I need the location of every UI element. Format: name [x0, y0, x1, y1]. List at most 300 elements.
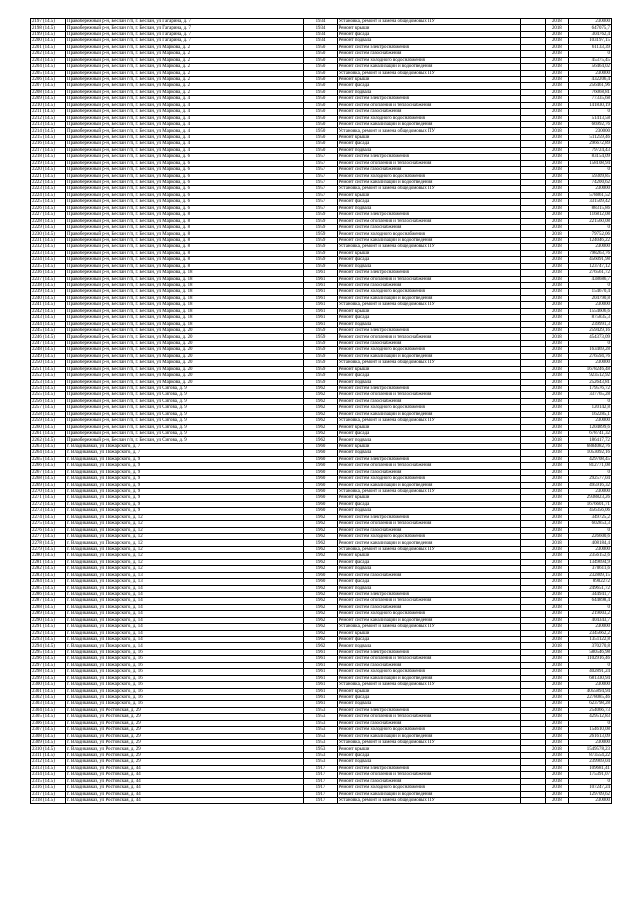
- work-type: Ремонт систем газоснабжения: [337, 167, 520, 173]
- address: г. Владикавказ, ул Ростовская, д. 44: [66, 791, 304, 797]
- plan-year: 2018: [545, 83, 568, 89]
- row-number: 2219 (14.5): [31, 160, 66, 166]
- cost: 230000: [568, 360, 611, 366]
- work-type: Ремонт систем газоснабжения: [337, 109, 520, 115]
- cost: 230000: [568, 128, 611, 134]
- plan-year: 2018: [545, 514, 568, 520]
- plan-year: 2018: [545, 759, 568, 765]
- row-number: 2260 (14.5): [31, 424, 66, 430]
- work-type: Ремонт крыши: [337, 746, 520, 752]
- address: Правобережный р-н, Беслан г/п, г. Беслан, ул Маркова, д. 6: [66, 154, 304, 160]
- year-built: 1961: [304, 675, 337, 681]
- cost: 249651,72: [568, 585, 611, 591]
- plan-year: 2018: [545, 740, 568, 746]
- cost: 59309,85: [568, 173, 611, 179]
- year-built: 1961: [304, 701, 337, 707]
- year-built: 1959: [304, 218, 337, 224]
- year-built: 1960: [304, 495, 337, 501]
- work-type: Ремонт систем электроснабжения: [337, 44, 520, 50]
- year-built: 1962: [304, 585, 337, 591]
- cost: 456091,98: [568, 257, 611, 263]
- row-number: 2265 (14.5): [31, 456, 66, 462]
- work-type: Ремонт подвала: [337, 205, 520, 211]
- plan-year: 2018: [545, 315, 568, 321]
- cost: 259429,16: [568, 328, 611, 334]
- work-type: Ремонт фасада: [337, 559, 520, 565]
- cost: 252643,81: [568, 379, 611, 385]
- row-number: 2286 (14.5): [31, 591, 66, 597]
- year-built: 1961: [304, 282, 337, 288]
- cost: 0: [568, 282, 611, 288]
- plan-year: 2018: [545, 534, 568, 540]
- work-type: Ремонт подвала: [337, 379, 520, 385]
- cost: 873554,22: [568, 752, 611, 758]
- cost: 83154,09: [568, 154, 611, 160]
- year-built: 1950: [304, 96, 337, 102]
- work-type: Ремонт систем электроснабжения: [337, 591, 520, 597]
- row-number: 2263 (14.5): [31, 443, 66, 449]
- plan-year: 2018: [545, 154, 568, 160]
- work-type: Ремонт фасада: [337, 373, 520, 379]
- work-type: Ремонт фасада: [337, 199, 520, 205]
- address: г. Владикавказ, ул Пожарского, д. 16: [66, 688, 304, 694]
- work-type: Ремонт систем канализации и водоотведения: [337, 791, 520, 797]
- plan-year: 2018: [545, 25, 568, 31]
- address: г. Владикавказ, ул Пожарского, д. 13: [66, 572, 304, 578]
- plan-year: 2018: [545, 720, 568, 726]
- row-number: 2271 (14.5): [31, 495, 66, 501]
- address: Правобережный р-н, Беслан г/п, г. Беслан, ул Сигова, д. 9: [66, 405, 304, 411]
- work-type: Ремонт систем отопления и теплоснабжения: [337, 218, 520, 224]
- cost: 175391,07: [568, 772, 611, 778]
- plan-year: 2018: [545, 102, 568, 108]
- work-type: Ремонт систем канализации и водоотведения: [337, 482, 520, 488]
- work-type: Ремонт крыши: [337, 25, 520, 31]
- plan-year: 2018: [545, 591, 568, 597]
- work-type: Ремонт систем газоснабжения: [337, 662, 520, 668]
- work-type: Ремонт крыши: [337, 553, 520, 559]
- work-type: Ремонт фасада: [337, 694, 520, 700]
- address: г. Владикавказ, ул Пожарского, д. 12: [66, 527, 304, 533]
- row-number: 2301 (14.5): [31, 688, 66, 694]
- plan-year: 2018: [545, 714, 568, 720]
- work-type: Ремонт подвала: [337, 263, 520, 269]
- plan-year: 2018: [545, 733, 568, 739]
- year-built: 1959: [304, 257, 337, 263]
- address: Правобережный р-н, Беслан г/п, г. Беслан, ул Маркова, д. 2: [66, 64, 304, 70]
- work-type: Установка, ремонт и замена общедомовых ПУ: [337, 302, 520, 308]
- cost: 1204899,6: [568, 424, 611, 430]
- address: г. Владикавказ, ул Пожарского, д. 9: [66, 488, 304, 494]
- year-built: 1957: [304, 186, 337, 192]
- cost: 230000: [568, 70, 611, 76]
- address: Правобережный р-н, Беслан г/п, г. Беслан, ул Маркова, д. 20: [66, 353, 304, 359]
- address: г. Владикавказ, ул Ростовская, д. 44: [66, 797, 304, 803]
- cost: 370270,8: [568, 643, 611, 649]
- year-built: 1960: [304, 463, 337, 469]
- year-built: 1953: [304, 727, 337, 733]
- work-type: Ремонт фасада: [337, 141, 520, 147]
- year-built: 1917: [304, 791, 337, 797]
- address: Правобережный р-н, Беслан г/п, г. Беслан, ул Маркова, д. 18: [66, 282, 304, 288]
- cost: 162285,1: [568, 411, 611, 417]
- cost: 454373,09: [568, 334, 611, 340]
- plan-year: 2018: [545, 141, 568, 147]
- plan-year: 2018: [545, 167, 568, 173]
- year-built: 1959: [304, 353, 337, 359]
- work-type: Ремонт систем отопления и теплоснабжения: [337, 521, 520, 527]
- work-type: Ремонт систем электроснабжения: [337, 707, 520, 713]
- plan-year: 2018: [545, 521, 568, 527]
- table-body: [31, 19, 612, 804]
- plan-year: 2018: [545, 617, 568, 623]
- work-type: Установка, ремонт и замена общедомовых ПУ: [337, 682, 520, 688]
- plan-year: 2018: [545, 469, 568, 475]
- address: Правобережный р-н, Беслан г/п, г. Беслан, ул Сигова, д. 9: [66, 437, 304, 443]
- plan-year: 2018: [545, 392, 568, 398]
- work-type: Ремонт систем отопления и теплоснабжения: [337, 463, 520, 469]
- address: г. Владикавказ, ул Пожарского, д. 9: [66, 469, 304, 475]
- year-built: 1950: [304, 122, 337, 128]
- year-built: 1961: [304, 662, 337, 668]
- cost: 4055894,94: [568, 688, 611, 694]
- cost: 456356,06: [568, 508, 611, 514]
- work-type: Ремонт систем газоснабжения: [337, 527, 520, 533]
- year-built: 1961: [304, 315, 337, 321]
- year-built: 1953: [304, 714, 337, 720]
- work-type: Ремонт систем электроснабжения: [337, 270, 520, 276]
- row-number: 2251 (14.5): [31, 366, 66, 372]
- plan-year: 2018: [545, 418, 568, 424]
- address: г. Владикавказ, ул Пожарского, д. 14: [66, 637, 304, 643]
- row-number: 2318 (14.5): [31, 797, 66, 803]
- work-type: Ремонт подвала: [337, 508, 520, 514]
- address: Правобережный р-н, Беслан г/п, г. Беслан, ул Маркова, д. 4: [66, 141, 304, 147]
- work-type: Ремонт подвала: [337, 643, 520, 649]
- row-number: 2245 (14.5): [31, 328, 66, 334]
- address: г. Владикавказ, ул Пожарского, д. 14: [66, 624, 304, 630]
- address: Правобережный р-н, Беслан г/п, г. Беслан, ул Маркова, д. 8: [66, 237, 304, 243]
- work-type: Ремонт систем электроснабжения: [337, 456, 520, 462]
- year-built: 1962: [304, 643, 337, 649]
- year-built: 1960: [304, 450, 337, 456]
- cost: 232809,15: [568, 572, 611, 578]
- cost: 0: [568, 720, 611, 726]
- plan-year: 2018: [545, 31, 568, 37]
- work-type: Ремонт фасада: [337, 637, 520, 643]
- row-number: 2246 (14.5): [31, 334, 66, 340]
- address: Правобережный р-н, Беслан г/п, г. Беслан, ул Маркова, д. 8: [66, 250, 304, 256]
- address: г. Владикавказ, ул Пожарского, д. 16: [66, 675, 304, 681]
- cost: 154610,08: [568, 727, 611, 733]
- cost: 230000: [568, 624, 611, 630]
- row-number: 2216 (14.5): [31, 141, 66, 147]
- cost: 438686,7: [568, 276, 611, 282]
- plan-year: 2018: [545, 231, 568, 237]
- year-built: 1961: [304, 321, 337, 327]
- plan-year: 2018: [545, 225, 568, 231]
- work-type: Установка, ремонт и замена общедомовых ПУ: [337, 624, 520, 630]
- plan-year: 2018: [545, 559, 568, 565]
- row-number: 2305 (14.5): [31, 714, 66, 720]
- cost: 349725,2: [568, 514, 611, 520]
- row-number: 2254 (14.5): [31, 385, 66, 391]
- row-number: 2272 (14.5): [31, 501, 66, 507]
- row-number: 2299 (14.5): [31, 675, 66, 681]
- year-built: 1959: [304, 212, 337, 218]
- address: Правобережный р-н, Беслан г/п, г. Беслан, ул Маркова, д. 20: [66, 379, 304, 385]
- row-number: 2281 (14.5): [31, 559, 66, 565]
- address: Правобережный р-н, Беслан г/п, г. Беслан, ул Маркова, д. 6: [66, 173, 304, 179]
- work-type: Ремонт систем холодного водоснабжения: [337, 727, 520, 733]
- row-number: 2317 (14.5): [31, 791, 66, 797]
- plan-year: 2018: [545, 295, 568, 301]
- row-number: 2268 (14.5): [31, 476, 66, 482]
- work-type: Ремонт систем газоснабжения: [337, 398, 520, 404]
- year-built: 1957: [304, 205, 337, 211]
- year-built: 1960: [304, 501, 337, 507]
- address: г. Владикавказ, ул Ростовская, д. 29: [66, 746, 304, 752]
- plan-year: 2018: [545, 96, 568, 102]
- address: Правобережный р-н, Беслан г/п, г. Беслан, ул Гагарина, д. 7: [66, 31, 304, 37]
- work-type: Ремонт систем отопления и теплоснабжения: [337, 598, 520, 604]
- plan-year: 2018: [545, 373, 568, 379]
- year-built: 1950: [304, 147, 337, 153]
- address: Правобережный р-н, Беслан г/п, г. Беслан, ул Маркова, д. 8: [66, 263, 304, 269]
- cost: 0: [568, 167, 611, 173]
- year-built: 1957: [304, 192, 337, 198]
- plan-year: 2018: [545, 379, 568, 385]
- plan-year: 2018: [545, 765, 568, 771]
- row-number: 2283 (14.5): [31, 572, 66, 578]
- row-number: 2226 (14.5): [31, 205, 66, 211]
- cost: 1102916,46: [568, 656, 611, 662]
- work-type: Ремонт систем канализации и водоотведения: [337, 540, 520, 546]
- row-number: 2256 (14.5): [31, 398, 66, 404]
- cost: 230000: [568, 797, 611, 803]
- plan-year: 2018: [545, 598, 568, 604]
- address: г. Владикавказ, ул Ростовская, д. 29: [66, 707, 304, 713]
- year-built: 1950: [304, 70, 337, 76]
- cost: 511259,46: [568, 134, 611, 140]
- address: г. Владикавказ, ул Ростовская, д. 44: [66, 765, 304, 771]
- work-type: Ремонт систем холодного водоснабжения: [337, 405, 520, 411]
- plan-year: 2018: [545, 585, 568, 591]
- row-number: 2287 (14.5): [31, 598, 66, 604]
- cost: 1678246,48: [568, 366, 611, 372]
- cost: 129709,62: [568, 791, 611, 797]
- plan-year: 2018: [545, 192, 568, 198]
- plan-year: 2018: [545, 450, 568, 456]
- cost: 45375,45: [568, 57, 611, 63]
- cost: 344941,7: [568, 591, 611, 597]
- row-number: 2264 (14.5): [31, 450, 66, 456]
- year-built: 1961: [304, 308, 337, 314]
- plan-year: 2018: [545, 411, 568, 417]
- cost: 0: [568, 469, 611, 475]
- row-number: 2203 (14.5): [31, 57, 66, 63]
- work-type: Ремонт систем газоснабжения: [337, 572, 520, 578]
- year-built: 1959: [304, 334, 337, 340]
- work-type: Ремонт систем холодного водоснабжения: [337, 611, 520, 617]
- row-number: 2291 (14.5): [31, 624, 66, 630]
- year-built: 1950: [304, 51, 337, 57]
- work-type: Ремонт систем холодного водоснабжения: [337, 57, 520, 63]
- row-number: 2276 (14.5): [31, 527, 66, 533]
- work-type: Ремонт систем газоснабжения: [337, 225, 520, 231]
- year-built: 1957: [304, 199, 337, 205]
- row-number: 2307 (14.5): [31, 727, 66, 733]
- address: г. Владикавказ, ул Пожарского, д. 12: [66, 566, 304, 572]
- cost: 370611,6: [568, 566, 611, 572]
- plan-year: 2018: [545, 270, 568, 276]
- year-built: 1959: [304, 237, 337, 243]
- plan-year: 2018: [545, 649, 568, 655]
- work-type: Установка, ремонт и замена общедомовых ПУ: [337, 797, 520, 803]
- blank-cell: [520, 797, 545, 803]
- cost: 123747,12: [568, 263, 611, 269]
- address: г. Владикавказ, ул Пожарского, д. 16: [66, 669, 304, 675]
- work-type: Ремонт систем отопления и теплоснабжения: [337, 102, 520, 108]
- address: г. Владикавказ, ул Ростовская, д. 44: [66, 778, 304, 784]
- work-type: Ремонт фасада: [337, 579, 520, 585]
- work-type: Ремонт систем электроснабжения: [337, 514, 520, 520]
- year-built: 1953: [304, 740, 337, 746]
- address: г. Владикавказ, ул Пожарского, д. 12: [66, 521, 304, 527]
- year-built: 1961: [304, 649, 337, 655]
- address: Правобережный р-н, Беслан г/п, г. Беслан, ул Маркова, д. 8: [66, 231, 304, 237]
- work-type: Ремонт подвала: [337, 38, 520, 44]
- year-built: 1962: [304, 514, 337, 520]
- address: г. Владикавказ, ул Ростовская, д. 29: [66, 752, 304, 758]
- address: Правобережный р-н, Беслан г/п, г. Беслан, ул Маркова, д. 4: [66, 147, 304, 153]
- address: г. Владикавказ, ул Ростовская, д. 44: [66, 785, 304, 791]
- cost: 154670,4: [568, 289, 611, 295]
- address: Правобережный р-н, Беслан г/п, г. Беслан, ул Маркова, д. 4: [66, 128, 304, 134]
- plan-year: 2018: [545, 643, 568, 649]
- plan-year: 2018: [545, 366, 568, 372]
- address: Правобережный р-н, Беслан г/п, г. Беслан, ул Маркова, д. 20: [66, 340, 304, 346]
- address: г. Владикавказ, ул Пожарского, д. 14: [66, 604, 304, 610]
- cost: 0: [568, 225, 611, 231]
- address: Правобережный р-н, Беслан г/п, г. Беслан, ул Маркова, д. 6: [66, 179, 304, 185]
- work-type: Ремонт систем канализации и водоотведения: [337, 675, 520, 681]
- cost: 76068,81: [568, 89, 611, 95]
- cost: 120142,8: [568, 405, 611, 411]
- cost: 221560,08: [568, 218, 611, 224]
- plan-year: 2018: [545, 501, 568, 507]
- work-type: Ремонт систем канализации и водоотведения: [337, 617, 520, 623]
- plan-year: 2018: [545, 675, 568, 681]
- row-number: 2223 (14.5): [31, 186, 66, 192]
- cost: 644898,4: [568, 598, 611, 604]
- address: г. Владикавказ, ул Пожарского, д. 12: [66, 514, 304, 520]
- row-number: 2294 (14.5): [31, 643, 66, 649]
- year-built: 1962: [304, 392, 337, 398]
- year-built: 1957: [304, 179, 337, 185]
- row-number: 2295 (14.5): [31, 649, 66, 655]
- cost: 163469,28: [568, 347, 611, 353]
- address: г. Владикавказ, ул Пожарского, д. 9: [66, 501, 304, 507]
- row-number: 2282 (14.5): [31, 566, 66, 572]
- year-built: 1960: [304, 572, 337, 578]
- year-built: 1962: [304, 604, 337, 610]
- address: Правобережный р-н, Беслан г/п, г. Беслан, ул Маркова, д. 4: [66, 96, 304, 102]
- plan-year: 2018: [545, 340, 568, 346]
- work-type: Ремонт фасада: [337, 31, 520, 37]
- cost: 103197,15: [568, 38, 611, 44]
- year-built: 1957: [304, 173, 337, 179]
- row-number: 2237 (14.5): [31, 276, 66, 282]
- work-type: Ремонт систем газоснабжения: [337, 778, 520, 784]
- year-built: 1960: [304, 488, 337, 494]
- row-number: 2238 (14.5): [31, 282, 66, 288]
- year-built: 1962: [304, 591, 337, 597]
- plan-year: 2018: [545, 476, 568, 482]
- row-number: 2212 (14.5): [31, 115, 66, 121]
- address: г. Владикавказ, ул Ростовская, д. 29: [66, 733, 304, 739]
- year-built: 1960: [304, 508, 337, 514]
- work-type: Ремонт подвала: [337, 759, 520, 765]
- year-built: 1962: [304, 566, 337, 572]
- work-type: Ремонт подвала: [337, 701, 520, 707]
- cost: 681330,94: [568, 675, 611, 681]
- address: Правобережный р-н, Беслан г/п, г. Беслан, ул Маркова, д. 4: [66, 134, 304, 140]
- address: Правобережный р-н, Беслан г/п, г. Беслан, ул Маркова, д. 8: [66, 257, 304, 263]
- address: Правобережный р-н, Беслан г/п, г. Беслан, ул Маркова, д. 18: [66, 270, 304, 276]
- row-number: 2213 (14.5): [31, 122, 66, 128]
- row-number: 2224 (14.5): [31, 192, 66, 198]
- address: Правобережный р-н, Беслан г/п, г. Беслан, ул Маркова, д. 20: [66, 328, 304, 334]
- work-type: Ремонт систем электроснабжения: [337, 96, 520, 102]
- row-number: 2312 (14.5): [31, 759, 66, 765]
- year-built: 1962: [304, 385, 337, 391]
- row-number: 2205 (14.5): [31, 70, 66, 76]
- address: г. Владикавказ, ул Пожарского, д. 14: [66, 585, 304, 591]
- address: г. Владикавказ, ул Пожарского, д. 14: [66, 598, 304, 604]
- cost: 1554606,6: [568, 308, 611, 314]
- year-built: 1962: [304, 624, 337, 630]
- row-number: 2249 (14.5): [31, 353, 66, 359]
- year-built: 1962: [304, 611, 337, 617]
- address: г. Владикавказ, ул Пожарского, д. 12: [66, 546, 304, 552]
- cost: 0: [568, 51, 611, 57]
- work-type: Ремонт систем холодного водоснабжения: [337, 289, 520, 295]
- cost: 0: [568, 527, 611, 533]
- row-number: 2279 (14.5): [31, 546, 66, 552]
- plan-year: 2018: [545, 482, 568, 488]
- address: Правобережный р-н, Беслан г/п, г. Беслан, ул Маркова, д. 2: [66, 89, 304, 95]
- year-built: 1950: [304, 83, 337, 89]
- work-type: Ремонт подвала: [337, 450, 520, 456]
- address: Правобережный р-н, Беслан г/п, г. Беслан, ул Маркова, д. 18: [66, 302, 304, 308]
- plan-year: 2018: [545, 115, 568, 121]
- year-built: 1962: [304, 398, 337, 404]
- plan-year: 2018: [545, 553, 568, 559]
- year-built: 1917: [304, 797, 337, 803]
- plan-year: 2018: [545, 244, 568, 250]
- year-built: 1962: [304, 559, 337, 565]
- plan-year: 2018: [545, 289, 568, 295]
- cost: 66992,76: [568, 122, 611, 128]
- plan-year: 2018: [545, 508, 568, 514]
- plan-year: 2018: [545, 746, 568, 752]
- row-number: 2209 (14.5): [31, 96, 66, 102]
- year-built: 1959: [304, 360, 337, 366]
- cost: 0: [568, 604, 611, 610]
- plan-year: 2018: [545, 212, 568, 218]
- row-number: 2234 (14.5): [31, 257, 66, 263]
